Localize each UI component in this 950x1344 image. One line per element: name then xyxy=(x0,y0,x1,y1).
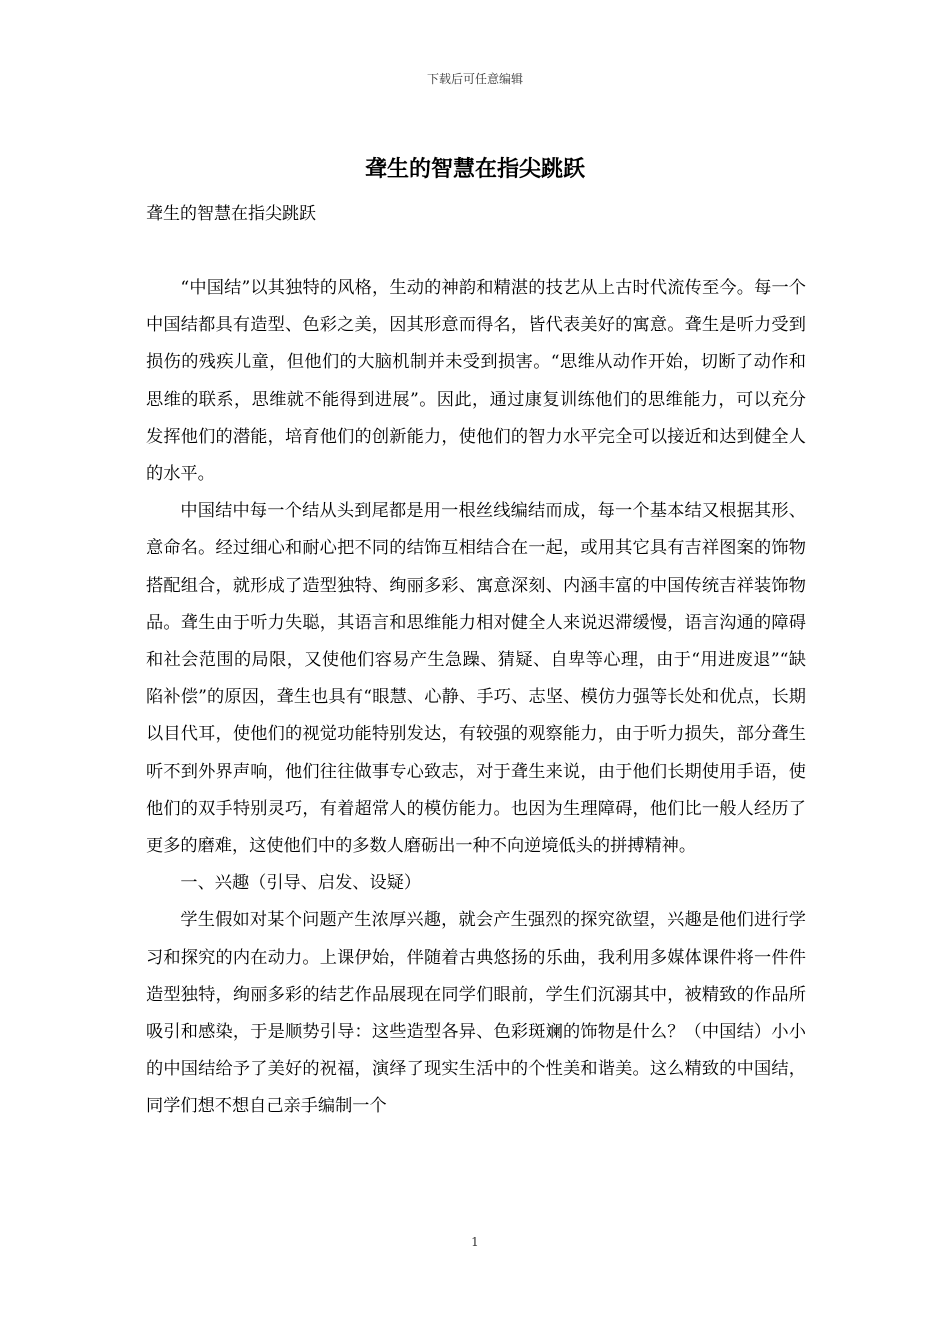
paragraph: 中国结中每一个结从头到尾都是用一根丝线编结而成，每一个基本结又根据其形、意命名。经过细心和耐心把不同的结饰互相结合在一起，或用其它具有吉祥图案的饰物搭配组合，就形成了造型独特、绚丽多彩、寓意深刻、内涵丰富的中国传统吉祥装饰物品。聋生由于听力失聪，其语言和思维能力相对健全人来说迟滞缓慢，语言沟通的障碍和社会范围的局限，又使他们容易产生急躁、猜疑、自卑等心理，由于“用进废退”“缺陷补偿”的原因，聋生也具有“眼慧、心静、手巧、志坚、模仿力强等长处和优点，长期以目代耳，使他们的视觉功能特别发达，有较强的观察能力，由于听力损失，部分聋生听不到外界声响，他们往往做事专心致志，对于聋生来说，由于他们长期使用手语，使他们的双手特别灵巧，有着超常人的模仿能力。也因为生理障碍，他们比一般人经历了更多的磨难，这使他们中的多数人磨砺出一种不向逆境低头的拼搏精神。 xyxy=(146,501,806,857)
document-body xyxy=(146,270,806,1126)
paragraph: 学生假如对某个问题产生浓厚兴趣，就会产生强烈的探究欲望，兴趣是他们进行学习和探究的内在动力。上课伊始，伴随着古典悠扬的乐曲，我利用多媒体课件将一件件造型独特，绚丽多彩的结艺作品展现在同学们眼前，学生们沉溺其中，被精致的作品所吸引和感染，于是顺势引导：这些造型各异、色彩斑斓的饰物是什么？（中国结）小小的中国结给予了美好的祝福，演绎了现实生活中的个性美和谐美。这么精致的中国结，同学们想不想自己亲手编制一个 xyxy=(146,910,806,1117)
document-subtitle: 聋生的智慧在指尖跳跃 xyxy=(146,204,316,224)
page-header-note: 下载后可任意编辑 xyxy=(426,72,523,86)
section-heading: 一、兴趣（引导、启发、设疑） xyxy=(180,873,422,894)
document-title: 聋生的智慧在指尖跳跃 xyxy=(364,157,585,182)
paragraph: “中国结”以其独特的风格，生动的神韵和精湛的技艺从上古时代流传至今。每一个中国结都具有造型、色彩之美，因其形意而得名，皆代表美好的寓意。聋生是听力受到损伤的残疾儿童，但他们的大脑机制并未受到损害。“思维从动作开始，切断了动作和思维的联系，思维就不能得到进展”。因此，通过康复训练他们的思维能力，可以充分发挥他们的潜能，培育他们的创新能力，使他们的智力水平完全可以接近和达到健全人的水平。 xyxy=(146,278,806,485)
page-number: 1 xyxy=(471,1235,479,1249)
